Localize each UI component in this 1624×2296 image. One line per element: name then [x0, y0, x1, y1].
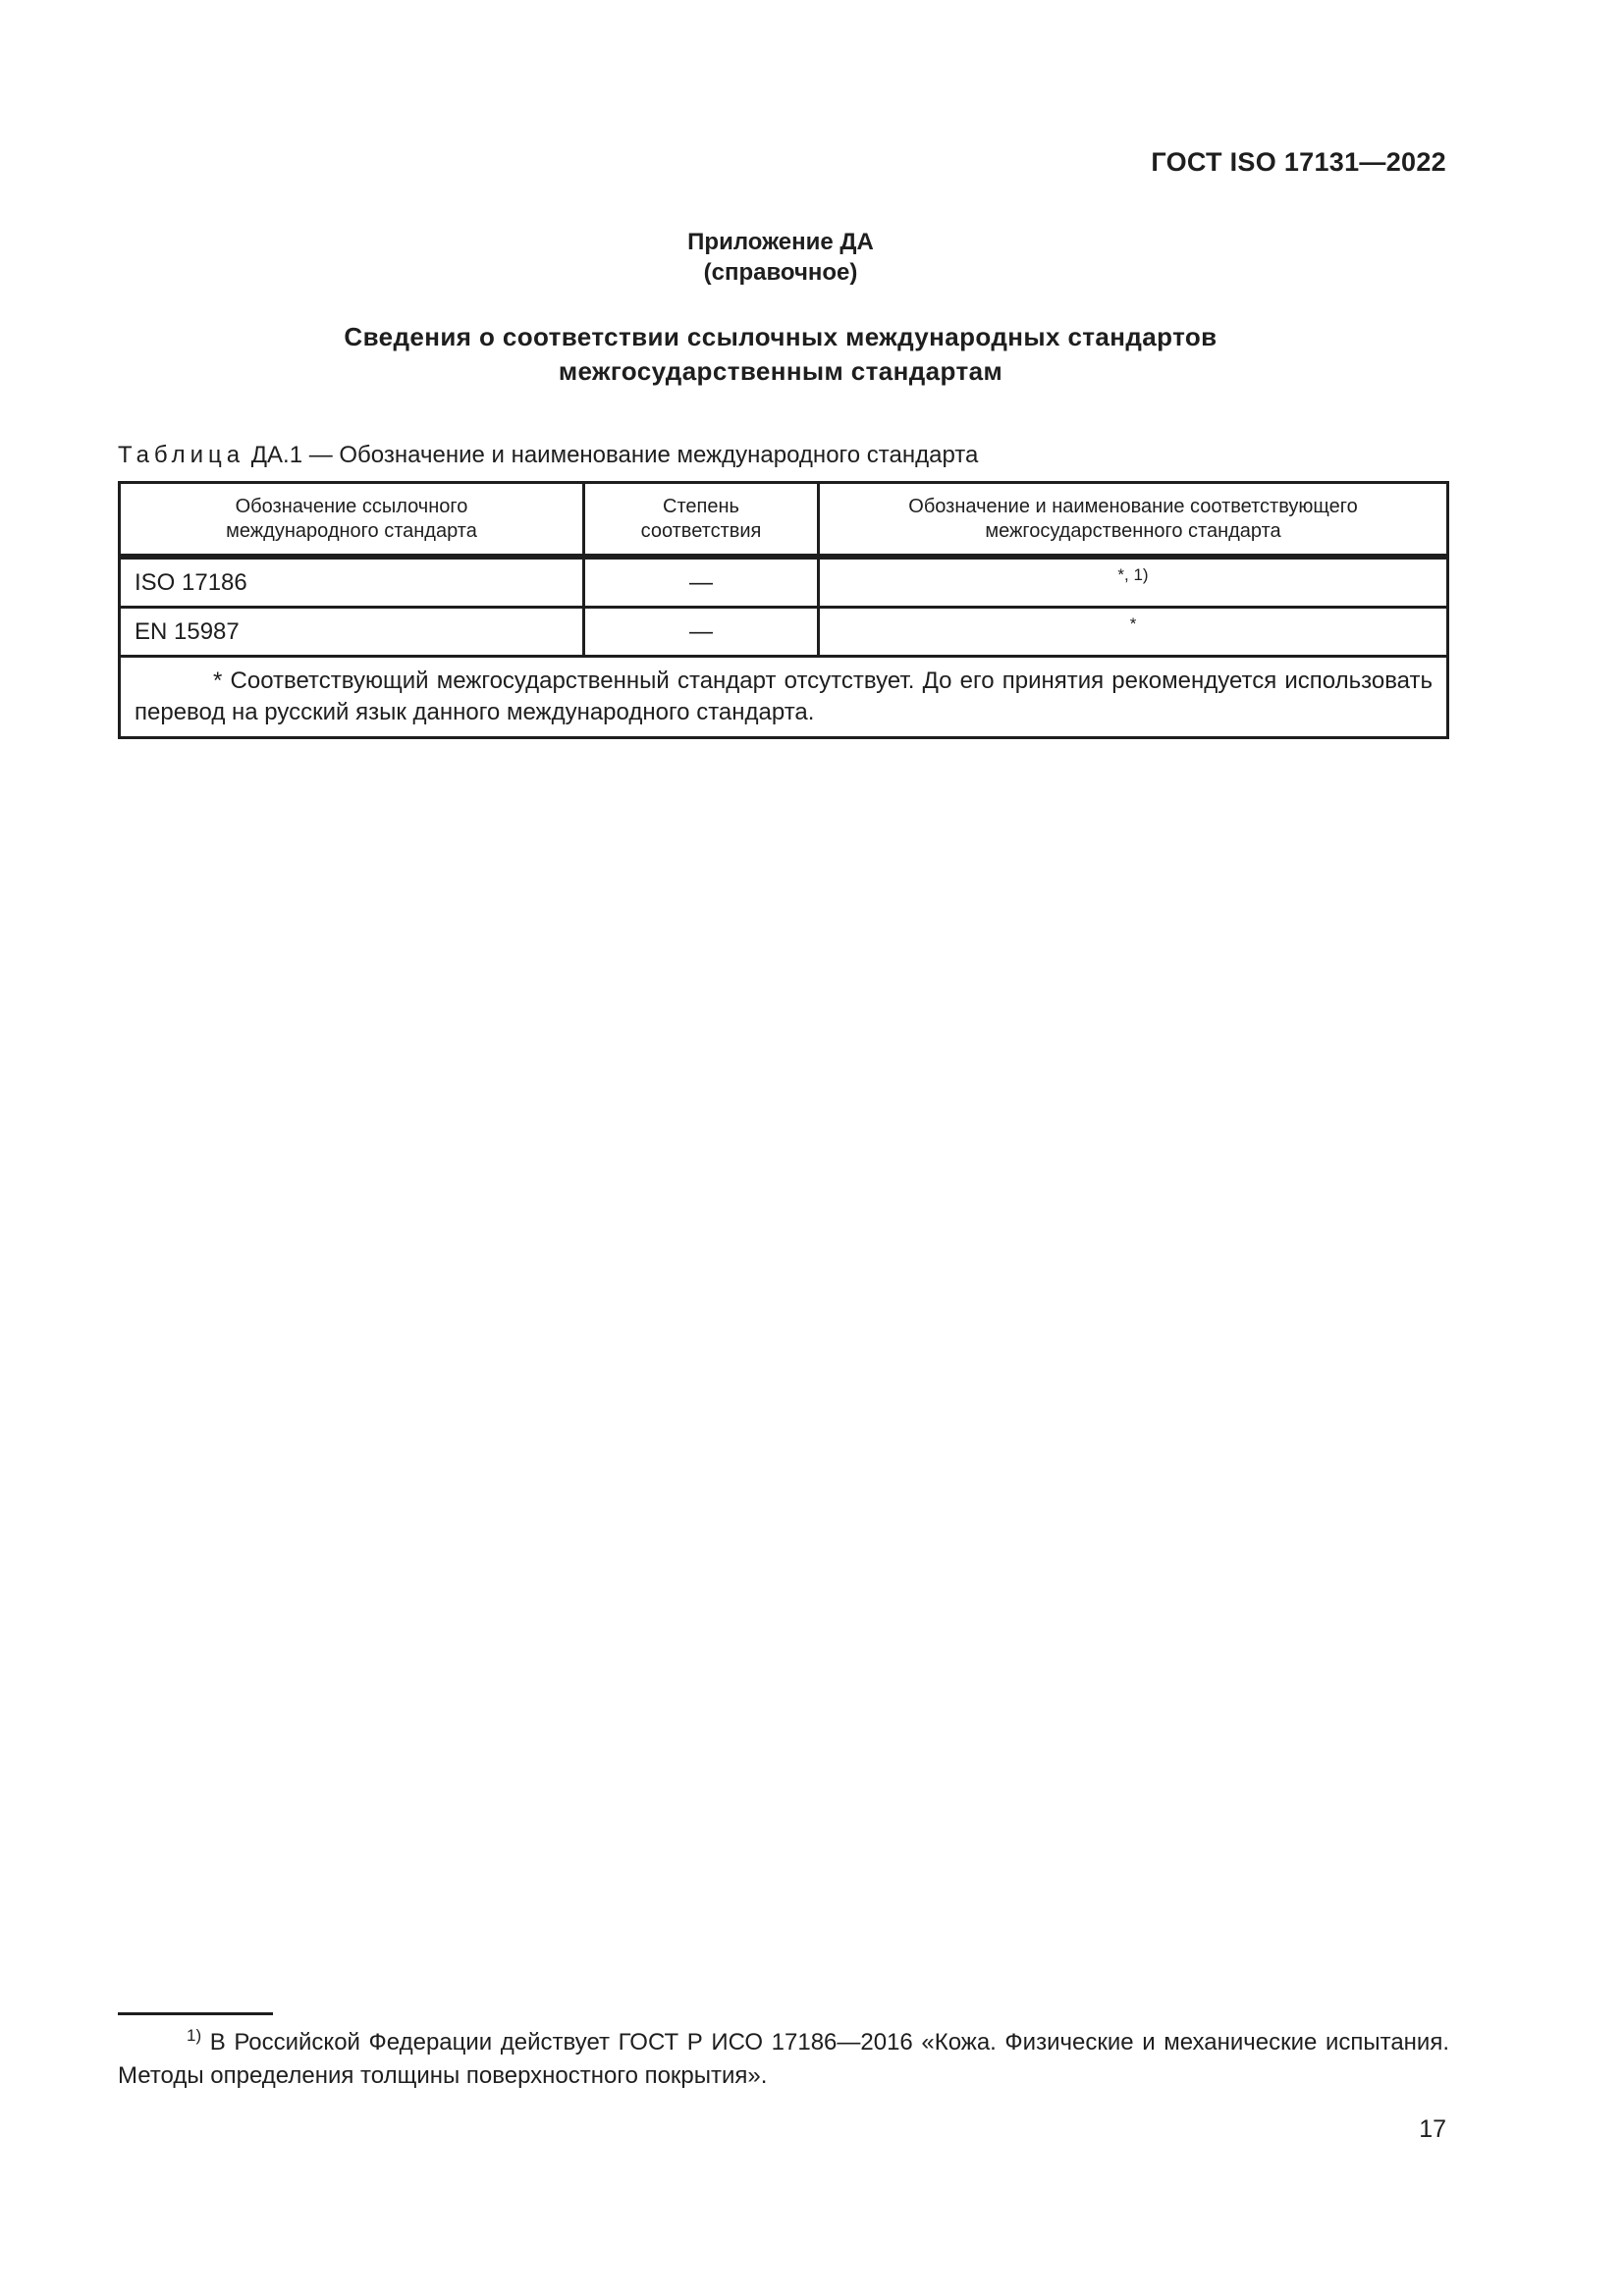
- corresponding-standard-cell: *: [819, 608, 1448, 657]
- footnote-text: В Российской Федерации действует ГОСТ Р ИСО 17186—2016 «Кожа. Физические и механические испытания. Методы определения толщины поверхностного покрытия».: [118, 2029, 1449, 2089]
- document-code: ГОСТ ISO 17131—2022: [1151, 147, 1446, 177]
- table-row: [120, 559, 1448, 608]
- column-header-degree: Степень соответствия: [584, 483, 819, 556]
- annex-title: Приложение ДА: [687, 229, 874, 255]
- table-caption-prefix: Таблица: [118, 442, 245, 468]
- table-header-row: [120, 483, 1448, 556]
- annex-heading-line-1: Сведения о соответствии ссылочных международных стандартов: [344, 322, 1218, 351]
- footnote-separator: [118, 2012, 273, 2015]
- table-caption-text: ДА.1 — Обозначение и наименование международного стандарта: [244, 442, 979, 468]
- table-note-row: [120, 657, 1448, 738]
- page-number: 17: [1419, 2115, 1446, 2143]
- standards-table: [118, 481, 1449, 739]
- degree-cell: —: [584, 608, 819, 657]
- column-header-corresponding-standard: Обозначение и наименование соответствующего межгосударственного стандарта: [819, 483, 1448, 556]
- footnote: [118, 2026, 1449, 2093]
- footnote-marker: 1): [187, 2026, 202, 2045]
- reference-code-cell: EN 15987: [120, 608, 584, 657]
- reference-code-cell: ISO 17186: [120, 559, 584, 608]
- table-note: * Соответствующий межгосударственный стандарт отсутствует. До его принятия рекомендуется использовать перевод на русский язык данного международного стандарта.: [120, 657, 1448, 738]
- degree-cell: —: [584, 559, 819, 608]
- column-header-reference-code: Обозначение ссылочного международного стандарта: [120, 483, 584, 556]
- corresponding-standard-cell: *, 1): [819, 559, 1448, 608]
- table-caption: [118, 442, 978, 469]
- annex-heading-line-2: межгосударственным стандартам: [558, 356, 1003, 386]
- annex-type: (справочное): [703, 259, 858, 286]
- table-row: [120, 608, 1448, 657]
